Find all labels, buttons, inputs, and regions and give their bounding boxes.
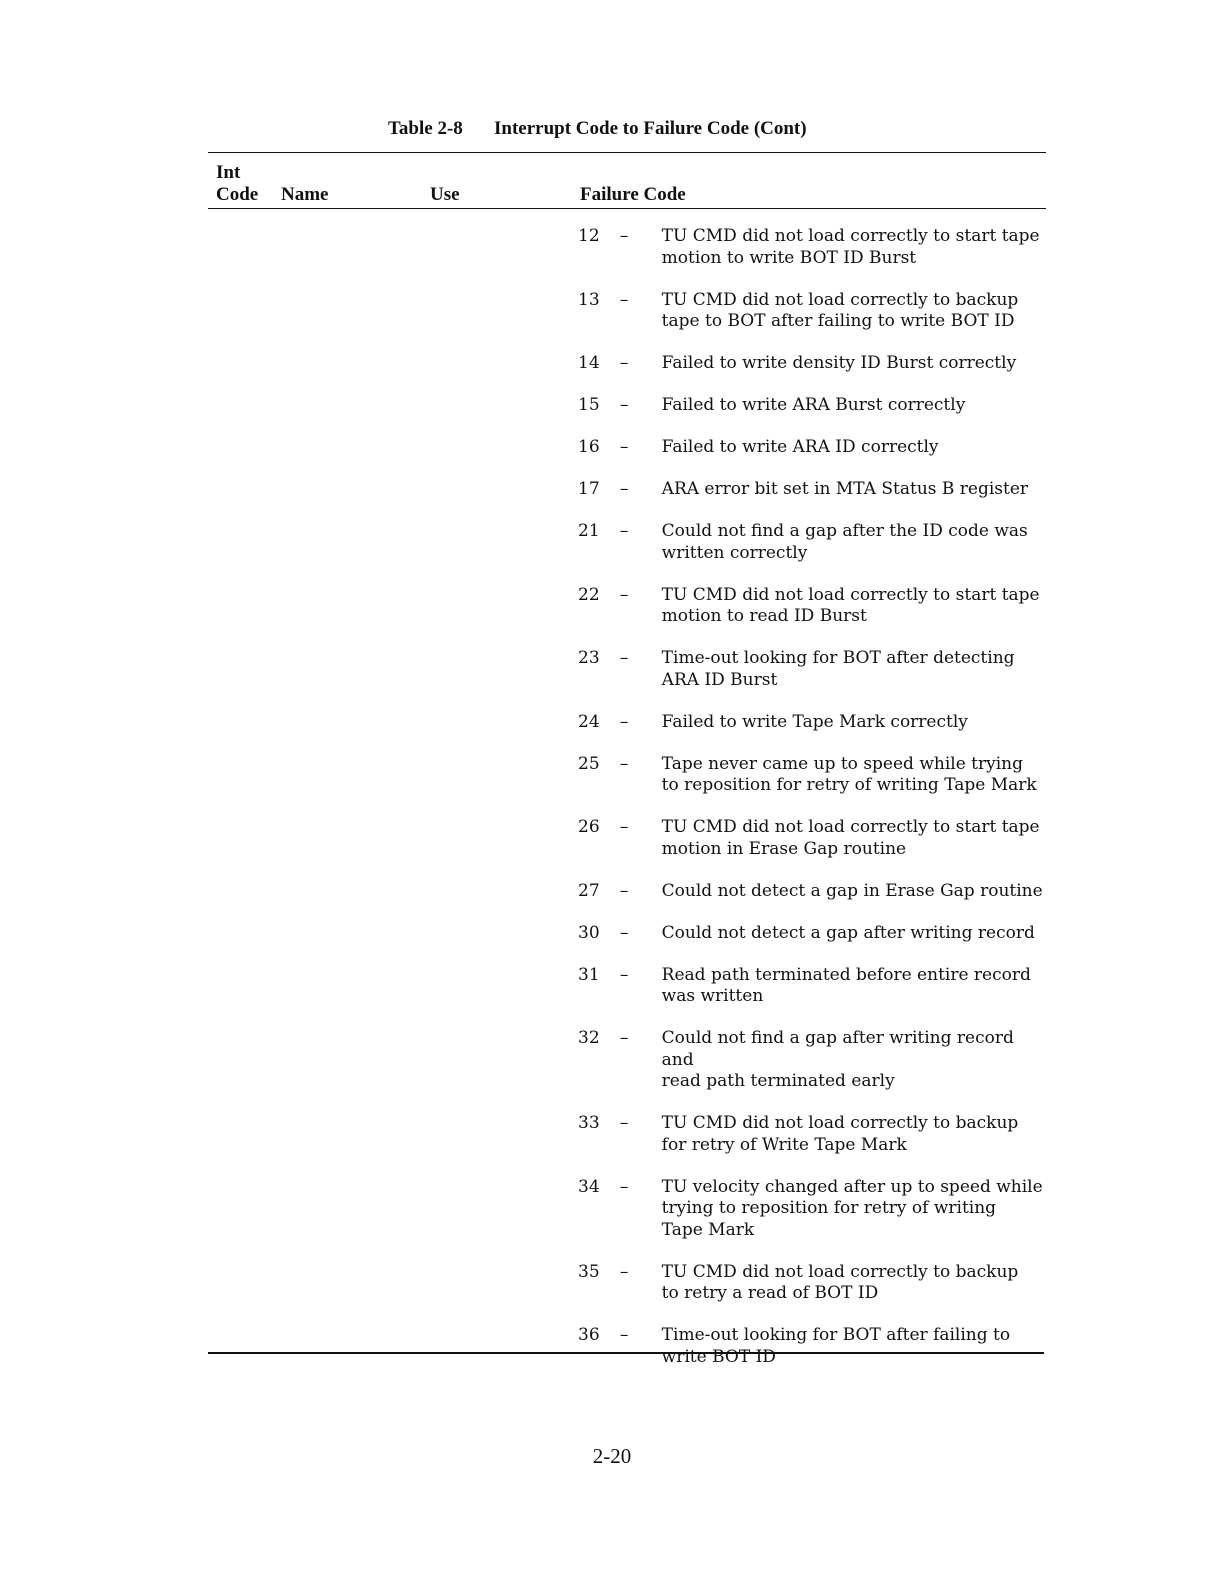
dash-separator: –: [619, 353, 629, 373]
failure-code-number: 30: [578, 922, 600, 943]
failure-code-number: 13: [578, 289, 600, 310]
failure-code-number: 14: [578, 353, 600, 373]
dash-separator: –: [619, 289, 629, 310]
dash-separator: –: [619, 479, 629, 499]
failure-description: Could not detect a gap after writing record: [661, 922, 1035, 943]
failure-description: TU CMD did not load correctly to start tape motion to write BOT ID Burst: [661, 226, 1040, 268]
header-int: Int: [216, 162, 241, 183]
table-row: [578, 965, 1048, 1008]
failure-description: Failed to write ARA Burst correctly: [661, 395, 966, 415]
dash-separator: –: [619, 922, 629, 943]
table-row: [578, 1325, 1048, 1368]
table-row: [578, 290, 1048, 333]
table-row: [578, 1028, 1048, 1093]
dash-separator: –: [619, 437, 629, 457]
failure-code-number: 23: [578, 648, 600, 668]
table-row: [578, 817, 1048, 860]
header-name: Name: [281, 184, 329, 205]
table-top-rule: [208, 152, 1046, 153]
table-row: [578, 353, 1048, 375]
failure-description: TU CMD did not load correctly to start tape motion to read ID Burst: [661, 584, 1040, 626]
failure-code-number: 26: [578, 817, 600, 837]
failure-code-number: 36: [578, 1325, 600, 1345]
table-row: [578, 395, 1048, 417]
dash-separator: –: [619, 753, 629, 774]
failure-description: Could not find a gap after writing record and read path terminated early: [661, 1028, 1014, 1091]
dash-separator: –: [619, 226, 629, 246]
dash-separator: –: [619, 395, 629, 415]
dash-separator: –: [619, 1176, 629, 1197]
failure-description: Failed to write ARA ID correctly: [661, 437, 939, 457]
table-header-rule: [208, 208, 1046, 209]
failure-description: TU CMD did not load correctly to backup to retry a read of BOT ID: [661, 1261, 1019, 1303]
table-row: [578, 754, 1048, 797]
dash-separator: –: [619, 584, 629, 605]
failure-description: ARA error bit set in MTA Status B register: [661, 479, 1029, 499]
table-row: [578, 1262, 1048, 1305]
table-caption: [388, 118, 807, 140]
failure-description: TU CMD did not load correctly to backup for retry of Write Tape Mark: [661, 1113, 1019, 1155]
failure-code-number: 34: [578, 1176, 600, 1197]
table-row: [578, 479, 1048, 501]
failure-code-list: [578, 226, 1048, 1389]
failure-description: Could not find a gap after the ID code was written correctly: [661, 521, 1028, 563]
failure-code-number: 15: [578, 395, 600, 415]
dash-separator: –: [619, 521, 629, 541]
failure-code-number: 35: [578, 1261, 600, 1282]
failure-description: Time-out looking for BOT after detecting ARA ID Burst: [661, 648, 1015, 690]
failure-code-number: 33: [578, 1113, 600, 1133]
dash-separator: –: [619, 1325, 629, 1345]
dash-separator: –: [619, 880, 629, 901]
dash-separator: –: [619, 1028, 629, 1048]
failure-code-number: 25: [578, 753, 600, 774]
table-row: [578, 437, 1048, 459]
dash-separator: –: [619, 648, 629, 668]
table-row: [578, 712, 1048, 734]
failure-description: Failed to write density ID Burst correctly: [661, 353, 1017, 373]
failure-description: TU velocity changed after up to speed while trying to reposition for retry of writing Tape Mark: [661, 1176, 1043, 1240]
header-failure-code: Failure Code: [580, 184, 686, 205]
failure-code-number: 21: [578, 521, 600, 541]
table-bottom-rule: [208, 1352, 1044, 1354]
failure-code-number: 22: [578, 584, 600, 605]
failure-code-number: 32: [578, 1028, 600, 1048]
header-code: Code: [216, 184, 259, 205]
failure-code-number: 17: [578, 479, 600, 499]
dash-separator: –: [619, 711, 629, 732]
table-row: [578, 1113, 1048, 1156]
failure-code-number: 27: [578, 880, 600, 901]
table-title: Interrupt Code to Failure Code (Cont): [494, 118, 807, 139]
failure-code-number: 16: [578, 437, 600, 457]
header-use: Use: [430, 184, 460, 205]
page-number: 2-20: [592, 1444, 632, 1468]
failure-description: TU CMD did not load correctly to start tape motion in Erase Gap routine: [661, 817, 1040, 859]
table-row: [578, 923, 1048, 945]
table-row: [578, 881, 1048, 903]
failure-description: Read path terminated before entire record was written: [661, 964, 1031, 1006]
table-number: Table 2-8: [388, 118, 463, 139]
dash-separator: –: [619, 1113, 629, 1133]
failure-code-number: 31: [578, 964, 600, 985]
dash-separator: –: [619, 1261, 629, 1282]
failure-code-number: 12: [578, 226, 600, 246]
dash-separator: –: [619, 964, 629, 985]
dash-separator: –: [619, 817, 629, 837]
failure-description: TU CMD did not load correctly to backup tape to BOT after failing to write BOT ID: [661, 289, 1019, 331]
table-row: [578, 585, 1048, 628]
failure-code-number: 24: [578, 711, 600, 732]
failure-description: Time-out looking for BOT after failing to write BOT ID: [661, 1325, 1011, 1367]
table-row: [578, 648, 1048, 691]
failure-description: Could not detect a gap in Erase Gap routine: [661, 880, 1043, 901]
table-row: [578, 521, 1048, 564]
failure-description: Tape never came up to speed while trying to reposition for retry of writing Tape Mark: [661, 753, 1037, 795]
table-row: [578, 1177, 1048, 1242]
table-row: [578, 226, 1048, 269]
failure-description: Failed to write Tape Mark correctly: [661, 711, 968, 732]
